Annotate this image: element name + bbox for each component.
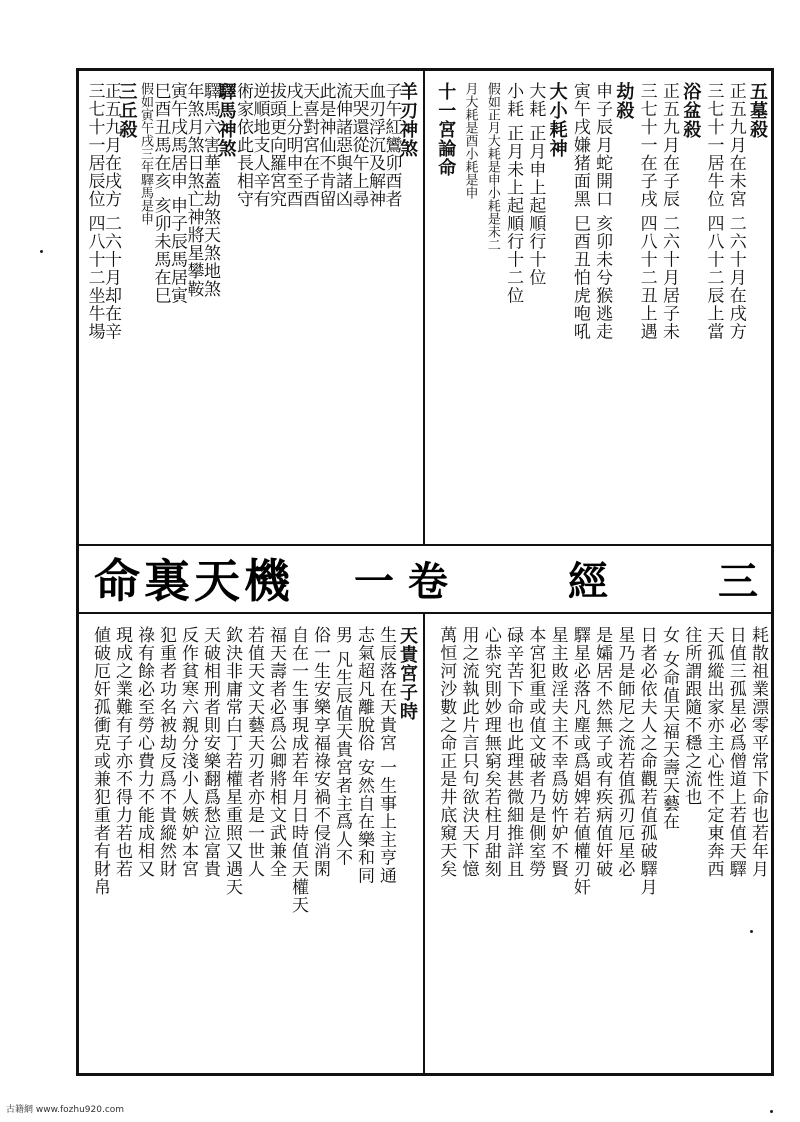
- text-column: 自在一生事現成若年月日時值天權天: [288, 626, 308, 914]
- book-title-band: [84, 548, 774, 608]
- lower-right-panel: [428, 618, 770, 1072]
- site-watermark: 古籍網 www.fozhu920.com: [6, 1105, 125, 1115]
- text-column: 月大耗是酉小耗是申: [462, 82, 478, 199]
- text-column: 星主敗淫夫主不幸爲妨忤妒不賢: [547, 626, 568, 878]
- text-column: 天喜對宮在子酉: [299, 82, 319, 208]
- text-column: 假如寅午戌三年驛馬是申: [138, 82, 153, 225]
- text-column: 往所謂跟隨不穩之流也: [681, 626, 702, 806]
- lower-left-panel: [82, 618, 420, 1072]
- text-column: 女 女命值天福天壽天藝在: [658, 626, 679, 831]
- text-column: 拔頭更向羅宮究: [266, 82, 286, 208]
- text-column: 祿有餘必至勞心費力不能成相又: [134, 626, 154, 878]
- text-column: 耗散祖業漂零平常下命也若年月: [748, 626, 768, 878]
- text-column: 心恭究則妙理無窮矣若柱月甜刻: [480, 626, 501, 878]
- text-column: 流伸諸惡與諸凶: [332, 82, 352, 208]
- text-column: 小耗 正月未上起順行十二位: [503, 82, 524, 305]
- text-column: 逆順地支人辛有: [249, 82, 270, 208]
- section-heading: 天貴宮子時: [397, 626, 418, 721]
- section-heading: 五墓殺: [747, 82, 768, 139]
- text-column: 是孀居不然無子或有疾病值奸破: [592, 626, 613, 878]
- scan-speck: [770, 1110, 773, 1113]
- text-column: 値破厄奸孤衝克或兼犯重者有財帛: [90, 626, 110, 896]
- text-column: 志氣超凡離脫俗 安然自在樂和同: [354, 626, 374, 885]
- text-column: 現成之業難有子亦不得力若也若: [112, 626, 132, 878]
- text-column: 碌辛苦下命也此理甚微細推詳且: [503, 626, 524, 878]
- text-column: 俗一生安樂享福祿安禍不侵消閑: [310, 626, 330, 878]
- section-heading: 大小耗神: [546, 82, 568, 158]
- section-heading: 浴盆殺: [680, 82, 702, 139]
- text-column: 若值天文天藝天刃者亦是一世人: [244, 626, 264, 878]
- text-column: 術家依此長相守: [233, 82, 253, 208]
- text-column: 申子辰月蛇開口 亥卯未兮猴逃走: [592, 82, 613, 341]
- text-column: 反作貧寒六親分淺小人嫉妒本宮: [178, 626, 198, 878]
- text-column: 生辰落在天貴宮 一生事上主亨通: [376, 626, 396, 885]
- text-column: 年煞月煞日煞亡神將星攀鞍: [183, 82, 204, 298]
- text-column: 大耗 正月申上起順行十位: [525, 82, 546, 287]
- upper-left-panel: [82, 74, 420, 542]
- text-column: 天哭還從午上尋: [348, 82, 369, 208]
- text-column: 驛馬六害華蓋劫煞天煞地煞: [200, 82, 220, 298]
- upper-right-panel: [428, 74, 770, 542]
- page-number: 三: [717, 557, 758, 605]
- scan-speck: [750, 930, 753, 933]
- text-column: 日值三孤星必爲僧道上若值天驛: [725, 626, 746, 878]
- text-column: 子午紅鸞卯酉者: [381, 82, 402, 208]
- text-column: 此是神仙不肯留: [315, 82, 336, 208]
- text-column: 寅午戌馬居申 申子辰馬居寅: [167, 82, 187, 305]
- volume-label: 一 卷: [354, 557, 448, 605]
- section-label: 經: [567, 557, 608, 605]
- title-band-bottom-rule: [78, 612, 772, 614]
- text-column: 星乃是師尼之流若值孤刃厄星必: [614, 626, 635, 878]
- text-column: 巳酉丑馬在亥 亥卯未馬在巳: [150, 82, 171, 305]
- center-vertical-rule-upper: [423, 70, 425, 545]
- section-heading: 十一宮論命: [435, 82, 457, 177]
- text-column: 正五九月在未宮 二六十月在戌方: [725, 82, 746, 341]
- text-column: 假如正月大耗是申小耗是未二: [484, 82, 500, 251]
- text-column: 男 凡生辰值天貴宮者主爲人不: [332, 626, 352, 867]
- text-column: 天破相刑者則安樂翻爲愁泣富貴: [200, 626, 220, 878]
- text-column: 正五九月在子辰 二六十月居子未: [658, 82, 679, 341]
- text-column: 驛星必落凡塵或爲娼婢若値權刃奸: [569, 626, 590, 896]
- section-heading: 劫殺: [613, 82, 635, 120]
- section-heading: 三丘殺: [116, 82, 138, 139]
- section-heading: 驛馬神煞: [215, 82, 237, 158]
- center-vertical-rule-lower: [423, 614, 425, 1074]
- text-column: 萬恒河沙數之命正是井底窺天矣: [436, 626, 457, 878]
- text-column: 日者必依夫人之命觀若值孤破驛月: [636, 626, 657, 896]
- book-title: 命裏天機: [94, 554, 294, 608]
- text-column: 三七十一居辰位 四八十二坐牛場: [84, 82, 105, 341]
- section-heading: 羊刃神煞: [397, 82, 418, 158]
- scan-speck: [40, 250, 43, 253]
- text-column: 犯重者功名被劫反爲不貴縱然財: [156, 626, 176, 878]
- text-column: 戌上分明申至酉: [282, 82, 303, 208]
- text-column: 寅午戌嫌猪面黑 巳酉丑怕虎咆吼: [569, 82, 590, 341]
- text-column: 欽決非庸常白丁若權星重照又遇天: [222, 626, 242, 896]
- text-column: 用之流執此片言只句欲決天下憶: [458, 626, 479, 878]
- text-column: 天孤縱出家亦主心性不定東奔西: [703, 626, 724, 878]
- text-column: 三七十一在子戌 四八十二丑上遇: [636, 82, 657, 341]
- text-column: 三七十一居牛位 四八十二辰上當: [703, 82, 724, 341]
- text-column: 正五九月在戌方 二六十月却在辛: [101, 82, 121, 341]
- text-column: 福天壽者必爲公卿將相文武兼全: [266, 626, 286, 878]
- text-column: 血刃浮沉及解神: [365, 82, 385, 208]
- text-column: 本宮犯重或值文破者乃是側室勞: [525, 626, 546, 878]
